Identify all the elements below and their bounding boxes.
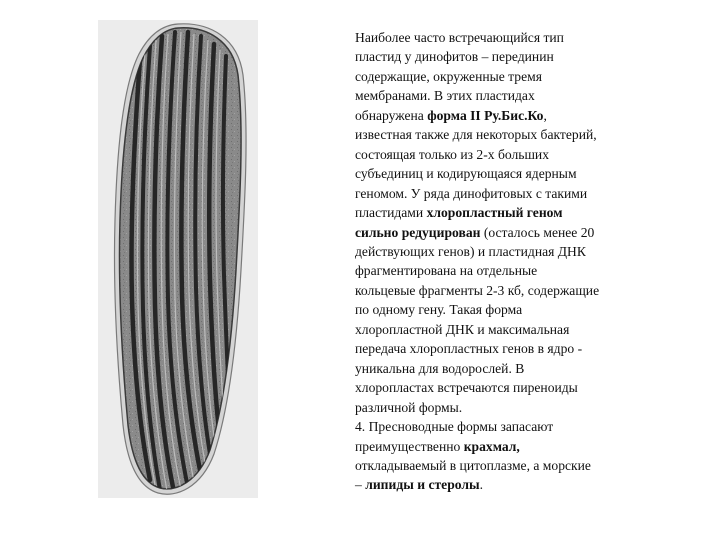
paragraph-bold-3: крахмал,	[463, 438, 520, 454]
paragraph-bold-1: форма II Ру.Бис.Ко	[427, 107, 544, 123]
chloroplast-micrograph	[98, 20, 258, 498]
paragraph-bold-2: хлоропластный геном сильно редуцирован	[355, 205, 563, 240]
micrograph-image	[98, 20, 258, 498]
paragraph-text-3: (осталось менее 20 действующих генов) и пластидная ДНК фрагментирована на отдельные кольцевые фрагменты 2-3 кб, содержащие по одному гену. Такая форма хлоропластной ДНК и максимальная передача хлоропластных генов в ядро - уникальна для водорослей. В хлоропластах встречаются пиреноиды различной формы. 4. Пресноводные формы запасают преимущественно	[355, 224, 600, 454]
paragraph-text-4: откладываемый в цитоплазме, а морские –	[355, 457, 591, 493]
paragraph-text-5: .	[479, 477, 484, 493]
paragraph-text-2: , известная также для некоторых бактерий, состоящая только из 2-х больших субъединиц и кодирующаяся ядерным геномом. У ряда динофитовых с такими пластидами	[355, 107, 597, 221]
paragraph-text-1: Наиболее часто встречающийся тип пластид у динофитов – перединин содержащие, окруженные тремя мембранами. В этих пластидах обнаружена	[355, 30, 564, 123]
description-paragraph	[355, 28, 655, 495]
paragraph-bold-4: липиды и стеролы	[365, 477, 480, 493]
